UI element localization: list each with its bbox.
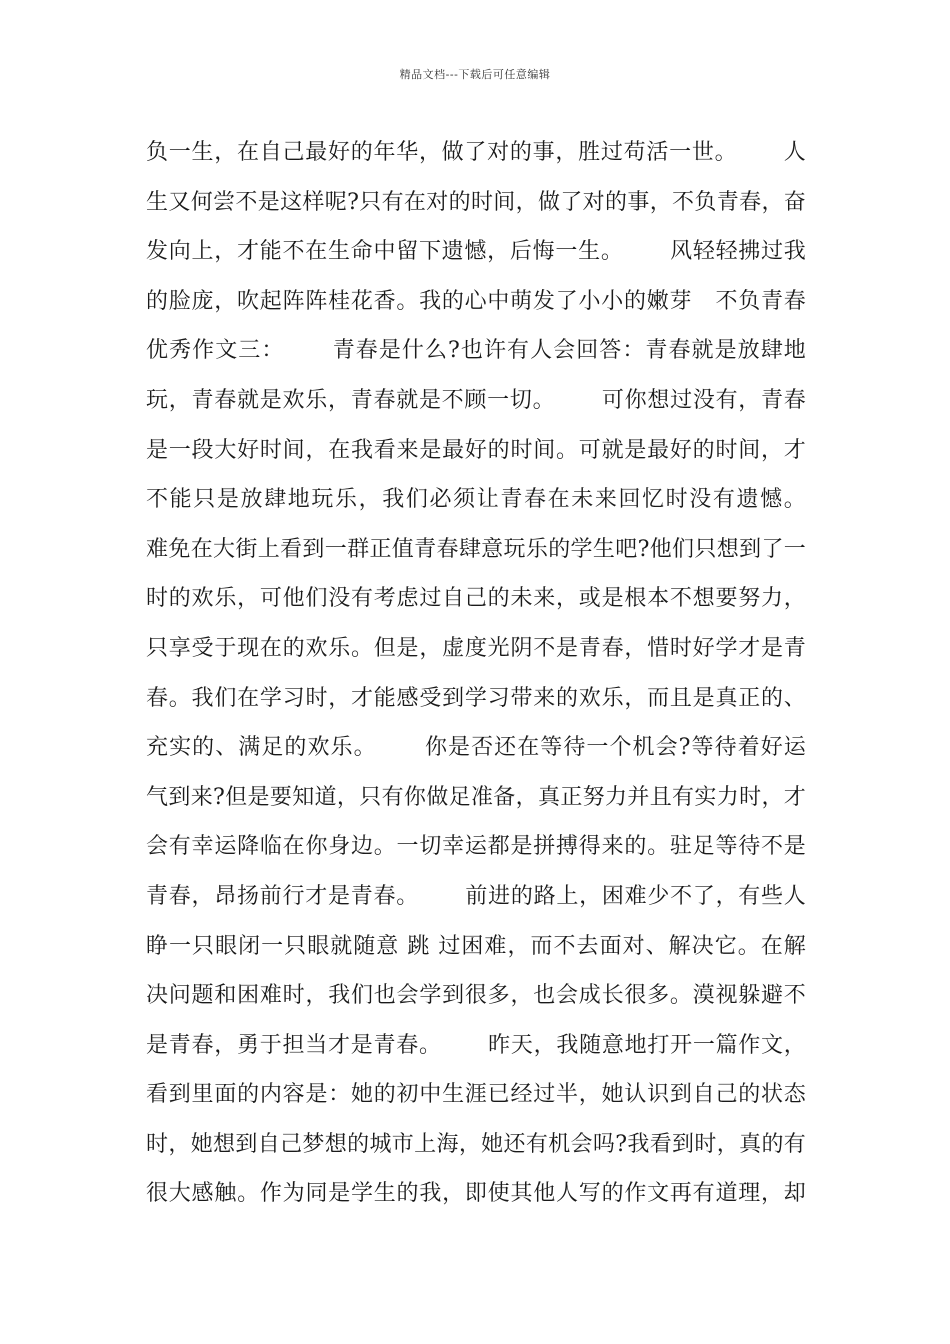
text-line: 优秀作文三： 青春是什么?也许有人会回答：青春就是放肆地 (146, 338, 806, 364)
text-line: 时，她想到自己梦想的城市上海，她还有机会吗?我看到时，真的有 (146, 1131, 806, 1157)
text-line: 睁一只眼闭一只眼就随意 跳 过困难，而不去面对、解决它。在解 (146, 933, 806, 959)
text-line: 看到里面的内容是：她的初中生涯已经过半，她认识到自己的状态 (146, 1082, 806, 1108)
text-line: 发向上，才能不在生命中留下遗憾，后悔一生。 风轻轻拂过我 (146, 239, 806, 265)
text-line: 充实的、满足的欢乐。 你是否还在等待一个机会?等待着好运 (146, 735, 806, 761)
text-line: 是一段大好时间，在我看来是最好的时间。可就是最好的时间，才 (146, 437, 806, 463)
text-line: 的脸庞，吹起阵阵桂花香。我的心中萌发了小小的嫩芽 不负青春 (146, 288, 806, 314)
text-line: 只享受于现在的欢乐。但是，虚度光阴不是青春，惜时好学才是青 (146, 635, 806, 661)
text-line: 时的欢乐，可他们没有考虑过自己的未来，或是根本不想要努力， (146, 586, 806, 612)
text-line: 春。我们在学习时，才能感受到学习带来的欢乐，而且是真正的、 (146, 685, 806, 711)
text-line: 生又何尝不是这样呢?只有在对的时间，做了对的事，不负青春，奋 (146, 189, 806, 215)
text-line: 是青春，勇于担当才是青春。 昨天，我随意地打开一篇作文， (146, 1032, 806, 1058)
text-line: 气到来?但是要知道，只有你做足准备，真正努力并且有实力时，才 (146, 784, 806, 810)
page-header: 精品文档---下载后可任意编辑 (399, 68, 551, 81)
text-line: 决问题和困难时，我们也会学到很多，也会成长很多。漠视躲避不 (146, 983, 806, 1009)
text-line: 会有幸运降临在你身边。一切幸运都是拼搏得来的。驻足等待不是 (146, 834, 806, 860)
text-line: 玩，青春就是欢乐，青春就是不顾一切。 可你想过没有，青春 (146, 387, 806, 413)
document-body (146, 128, 806, 1219)
text-line: 青春，昂扬前行才是青春。 前进的路上，困难少不了，有些人 (146, 883, 806, 909)
text-line: 很大感触。作为同是学生的我，即使其他人写的作文再有道理，却 (146, 1181, 806, 1207)
text-line: 不能只是放肆地玩乐，我们必须让青春在未来回忆时没有遗憾。 (146, 487, 806, 513)
text-line: 难免在大街上看到一群正值青春肆意玩乐的学生吧?他们只想到了一 (146, 536, 806, 562)
text-line: 负一生，在自己最好的年华，做了对的事，胜过苟活一世。 人 (146, 140, 806, 165)
